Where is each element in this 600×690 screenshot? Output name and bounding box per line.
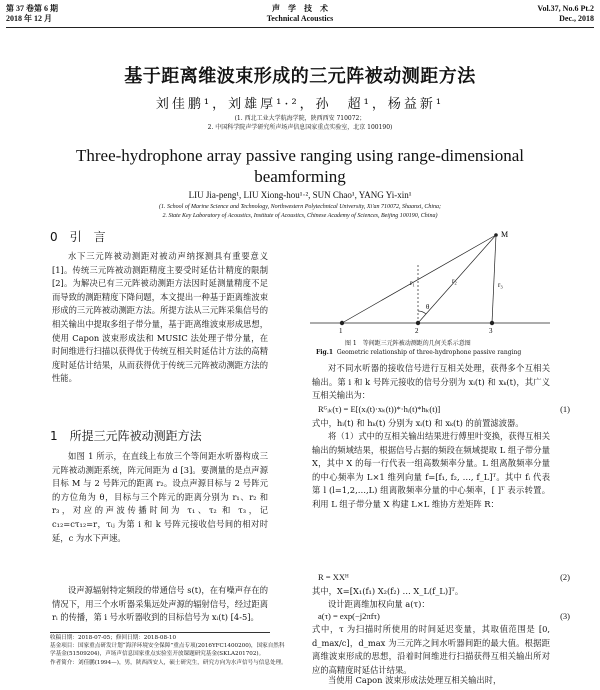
affiliation-cn-1: (1. 西北工业大学航海学院，陕西西安 710072； [234, 115, 366, 122]
label-M: M [501, 230, 509, 239]
authors-en: LIU Jia-peng¹, LIU Xiong-hou¹·², SUN Chao¹, YANG Yi-xin¹ [188, 190, 412, 200]
section-heading-intro: 0 引 言 [50, 230, 106, 244]
ray-r1 [342, 235, 496, 323]
title-cn: 基于距离维波束形成的三元阵被动测距方法 [124, 66, 476, 87]
figure-caption-en: Fig.1 Geometric relationship of three-hydrophone passive ranging [316, 349, 522, 356]
equation-2-number: (2) [560, 572, 570, 582]
method-paragraph-2: 设声源辐射特定频段的带通信号 s(t)，在有噪声存在的情况下，用三个水听器采集远处声源的辐射信号，经过距离 rᵢ 的传播，第 i 号水听器收到的目标信号为 xᵢ(t) [4-5]。 [52, 585, 268, 623]
right-paragraph-2: 式中，hᵢ(t) 和 hₖ(t) 分别为 xᵢ(t) 和 xₖ(t) 的前置滤波器。 [312, 418, 524, 428]
label-h3: 3 [489, 327, 493, 335]
affiliation-cn-2: 2. 中国科学院声学研究所声场声信息国家重点实验室，北京 100190) [207, 124, 393, 131]
journal-volume: 第 37 卷第 6 期 2018 年 12 月 [6, 4, 58, 23]
figure-1-diagram [300, 225, 560, 335]
equation-2: R = XXᴴ [318, 572, 349, 582]
right-paragraph-4: 其中，X=[X₁(f₁) X₂(f₂) … X_L(f_L)]ᵀ。 [312, 586, 464, 596]
right-paragraph-3: 将（1）式中的互相关输出结果进行傅里叶变换，获得互相关输出的频域结果，根据信号占据的频段在频域提取 L 组子带分量 X，其中 X 的每一行代表一组高数频率分量。L 组离散频率分量的中心频率为 L×1 维列向量 f=[f₁, f₂, …, f_L]ᵀ。其中 fᵢ 代表第 l (l=1,2,…,L) 组离散频率分量的中心频率，[ ]ᵀ 表示转置。利用 L 组子带分量 X 构建 L×L 维协方差矩阵 R： [312, 431, 550, 509]
target-point [494, 233, 498, 237]
title-en: Three-hydrophone array passive ranging using range-dimensional beamforming [76, 146, 524, 186]
label-theta: θ [426, 303, 430, 311]
angle-arc [418, 311, 426, 314]
authors-cn: 刘佳鹏¹，刘雄厚¹·²，孙 超¹，杨益新¹ [155, 97, 445, 112]
label-h2: 2 [415, 327, 419, 335]
hydrophone-3 [490, 321, 494, 325]
ray-r3 [492, 235, 496, 323]
method-paragraph-1: 如图 1 所示，在直线上布放三个等间距水听器构成三元阵被动测距系统，阵元间距为 d [3]。要测量的是点声源目标 M 与 2 号阵元的距离 r₂。设点声源目标与 2 号阵元的方位角为 θ，目标与三个阵元的距离分别为 r₁、r₂ 和 r₃，对应的声波传播时间为 τ₁、τ₂ 和 τ₃，记 c₁₂=cτ₁₂=r，τᵢⱼ 为第 i 和 k 号阵元接收信号间的相对时延，c 为水下声速。 [52, 451, 268, 543]
label-r2: r₂ [452, 277, 457, 285]
right-paragraph-6: 式中，τ 为扫描时所使用的时间延迟变量，其取值范围是 [0, d_max/c]，d_max 为三元阵之间水听器间距的最大值。根据距离维波束形成的思想，沿着时间维进行扫描获得互相关输出所对应的高精度时延估计结果。 [312, 624, 550, 675]
right-paragraph-5: 设计距离维加权向量 a(τ)： [328, 599, 430, 609]
equation-3: a(τ) = exp(−j2πfτ) [318, 611, 380, 621]
hydrophone-2 [416, 321, 420, 325]
right-paragraph-1: 对不同水听器的接收信号进行互相关处理，获得多个互相关输出。第 i 和 k 号阵元接收的信号分别为 xᵢ(t) 和 xₖ(t)，其广义互相关输出为： [312, 363, 550, 401]
equation-1: Rᴳᵢₖ(τ) = E[(xᵢ(t)·xₖ(t))*·hᵢ(t)*hₖ(t)] [318, 404, 441, 414]
affiliation-en-2: 2. State Key Laboratory of Acoustics, Institute of Acoustics, Chinese Academy of Sciences, Beijing 100190, China) [162, 213, 438, 219]
running-header [6, 4, 594, 26]
journal-issue: Vol.37, No.6 Pt.2 Dec., 2018 [537, 4, 594, 23]
hydrophone-1 [340, 321, 344, 325]
figure-caption-cn: 图 1 等间距三元阵被动测距的几何关系示意图 [345, 340, 471, 347]
footnote: 收稿日期：2018-07-05；修回日期：2018-08-10 基金项目：国家重点研发计划“海洋环境安全保障”重点专项(2016YFC1400200)，国家自然科学基金(51509204)，声场声信息国家重点实验室开放课题研究基金(SKLA201702)。 作者简介：刘佳鹏(1994—)，男，陕西西安人，硕士研究生，研究方向为水声信号与信息处理。 [50, 635, 287, 666]
header-rule [6, 27, 594, 28]
label-r1: r₁ [410, 279, 415, 287]
right-paragraph-7: 当使用 Capon 波束形成法处理互相关输出时， [328, 675, 502, 685]
journal-name: 声 学 技 术 Technical Acoustics [266, 4, 334, 23]
footnote-rule [50, 632, 270, 633]
label-h1: 1 [339, 327, 343, 335]
ray-r2 [418, 235, 496, 323]
label-r3: r₃ [498, 281, 503, 289]
equation-3-number: (3) [560, 611, 570, 621]
equation-1-number: (1) [560, 404, 570, 414]
section-heading-method: 1 所提三元阵被动测距方法 [50, 429, 202, 443]
intro-paragraph: 水下三元阵被动测距对被动声纳探测具有重要意义[1]。传统三元阵被动测距精度主要受时延估计精度的限制[2]。为解决已有三元阵被动测距方法因时延测量精度不足而导致的测距精度下降问题，本文提出一种基于距离维波束形成的三元阵被动测距方法。所提方法从三元阵采集信号的相关输出中提取多组子带分量，基于距离维波束形成思想，使用 Capon 波束形成法和 MUSIC 法处理子带分量，在时间维进行扫描以获得优于传统互相关时延估计方法的高精度时延估计结果，从而获得优于传统三元阵被动测距方法的性能。 [52, 251, 268, 384]
affiliation-en-1: (1. School of Marine Science and Technology, Northwestern Polytechnical University, Xi'an 710072, Shaanxi, China; [158, 204, 442, 210]
